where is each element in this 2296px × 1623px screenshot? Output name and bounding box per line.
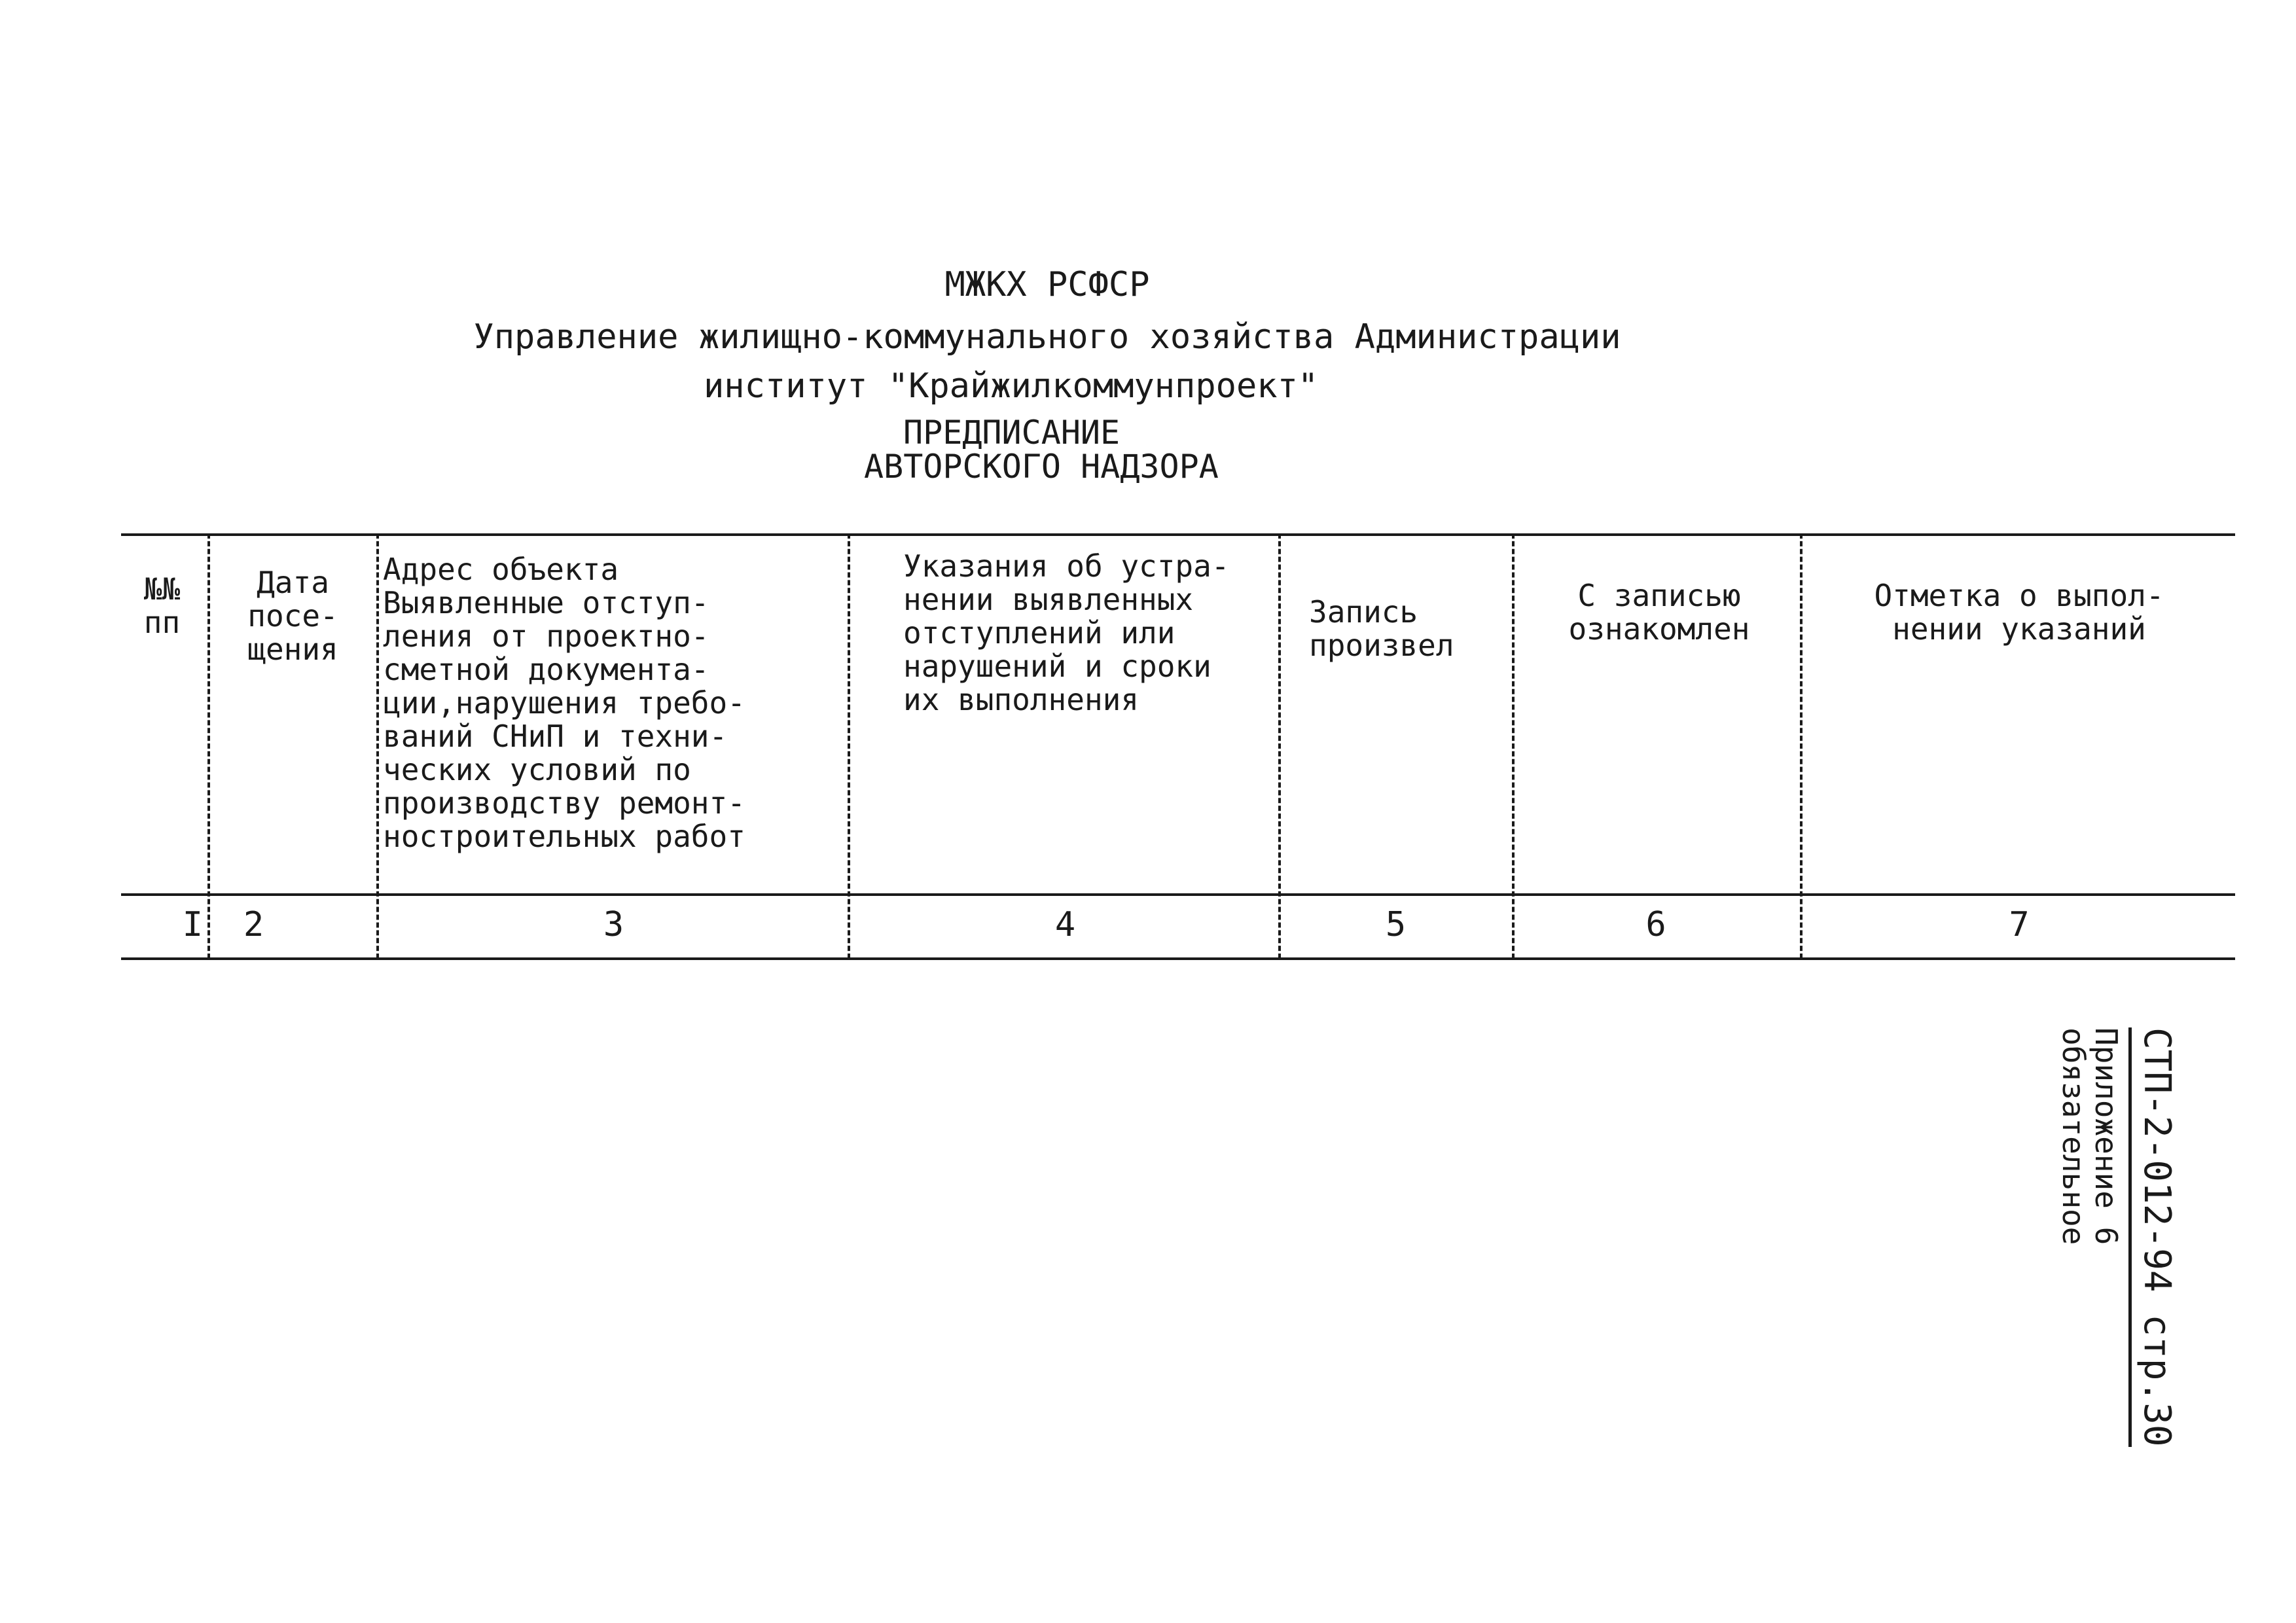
- header-cell-acknowledged: С записью ознакомлен: [1568, 579, 1750, 646]
- column-number: 5: [1385, 905, 1407, 944]
- department-name: Управление жилищно-коммунального хозяйства Администрации: [473, 317, 1621, 357]
- header-cell-instructions: Указания об устра- нении выявленных отступлений или нарушений и сроки их выполнения: [903, 550, 1230, 717]
- column-number: 4: [1054, 905, 1076, 944]
- column-number: 6: [1645, 905, 1666, 944]
- document-title-line2: АВТОРСКОГО НАДЗОРА: [864, 448, 1219, 486]
- table-top-rule: [121, 533, 2235, 536]
- table-bottom-rule: [121, 957, 2235, 960]
- institute-name: институт "Крайжилкоммунпроект": [704, 366, 1319, 406]
- column-separator: [207, 533, 210, 959]
- column-number: I: [182, 905, 203, 944]
- column-number: 2: [243, 905, 264, 944]
- column-separator: [376, 533, 379, 959]
- header-cell-address: Адрес объекта Выявленные отступ- ления от проектно- сметной документа- ции,нарушения требо- ваний СНиП и техни- ческих условий по производству ремонт- ностроительных работ: [383, 553, 745, 853]
- appendix-label: Приложение 6: [2089, 1027, 2124, 1245]
- column-number: 7: [2009, 905, 2030, 944]
- header-cell-completion-mark: Отметка о выпол- нении указаний: [1874, 579, 2164, 646]
- header-cell-recorded-by: Запись произвел: [1309, 596, 1454, 662]
- appendix-type: обязательное: [2056, 1027, 2091, 1245]
- table-header-rule: [121, 893, 2235, 896]
- document-stamp: [2032, 1027, 2178, 1447]
- column-number: 3: [603, 905, 624, 944]
- supervision-table: [121, 533, 2235, 959]
- column-separator: [1512, 533, 1515, 959]
- header-cell-number: №№ пп: [143, 573, 181, 639]
- standard-code: СТП-2-012-94 стр.30: [2128, 1027, 2176, 1447]
- document-title-line1: ПРЕДПИСАНИЕ: [903, 414, 1121, 452]
- organization-name: МЖКХ РСФСР: [944, 265, 1150, 304]
- header-cell-date: Дата посе- щения: [247, 566, 338, 666]
- column-separator: [1800, 533, 1803, 959]
- column-separator: [1278, 533, 1281, 959]
- column-separator: [848, 533, 850, 959]
